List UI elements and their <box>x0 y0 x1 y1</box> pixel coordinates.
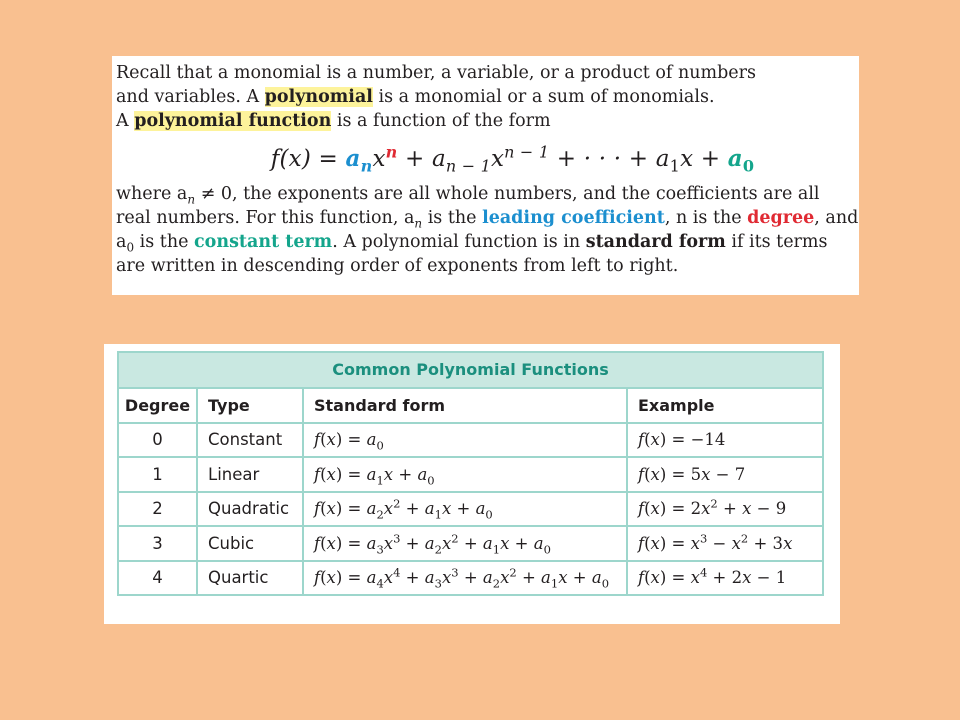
degree-cell: 2 <box>118 492 197 527</box>
standard-form-cell: $f(x) = a_3x^3 + a_2x^2 + a_1x + a_0$ <box>303 526 627 561</box>
degree-cell: 4 <box>118 561 197 596</box>
table-row <box>118 423 823 458</box>
standard-form-cell: $f(x) = a_0$ <box>303 423 627 458</box>
standard-form-cell: $f(x) = a_1x + a_0$ <box>303 457 627 492</box>
definition-line-1: where $a_n \ne 0$, the exponents are all whole numbers, and the coefficients are all <box>116 184 820 207</box>
example-cell: $f(x) = 2x^2 + x - 9$ <box>627 492 823 527</box>
intro-line-2: and variables. A polynomial is a monomial or a sum of monomials. <box>116 87 715 107</box>
polynomial-table-panel <box>104 344 840 624</box>
polynomial-formula: $f(x) = a_nx^n + a_{n - 1}x^{n - 1}$ + · · · + $a_1x + a_0$ <box>270 142 755 176</box>
definition-text-panel <box>112 56 859 295</box>
example-cell: $f(x) = x^4 + 2x - 1$ <box>627 561 823 596</box>
standard-form-cell: $f(x) = a_4x^4 + a_3x^3 + a_2x^2 + a_1x + a_0$ <box>303 561 627 596</box>
table-row <box>118 526 823 561</box>
header-degree: Degree <box>118 388 197 423</box>
type-cell: Quartic <box>197 561 303 596</box>
common-polynomial-functions-table <box>117 351 824 596</box>
header-type: Type <box>197 388 303 423</box>
table-row <box>118 561 823 596</box>
example-cell: f(x) = −14 <box>627 423 823 458</box>
example-cell: $f(x) = x^3 - x^2 + 3x$ <box>627 526 823 561</box>
term-constant-term: constant term <box>194 232 333 252</box>
degree-cell: 0 <box>118 423 197 458</box>
term-leading-coefficient: leading coefficient <box>482 208 665 228</box>
definition-line-4: are written in descending order of exponents from left to right. <box>116 256 679 276</box>
table-title: Common Polynomial Functions <box>117 351 824 387</box>
table-header-row <box>118 388 823 423</box>
degree-cell: 1 <box>118 457 197 492</box>
header-example: Example <box>627 388 823 423</box>
type-cell: Quadratic <box>197 492 303 527</box>
definition-line-3: $a_0$ is the constant term. A polynomial function is in standard form if its terms <box>116 232 828 255</box>
intro-line-1: Recall that a monomial is a number, a variable, or a product of numbers <box>116 63 757 83</box>
term-polynomial: polynomial <box>264 87 373 107</box>
degree-cell: 3 <box>118 526 197 561</box>
standard-form-cell: $f(x) = a_2x^2 + a_1x + a_0$ <box>303 492 627 527</box>
term-degree: degree <box>747 208 815 228</box>
type-cell: Cubic <box>197 526 303 561</box>
definition-line-2: real numbers. For this function, $a_n$ is the leading coefficient, n is the degree, and <box>116 208 859 231</box>
intro-line-3: A polynomial function is a function of the form <box>116 111 551 131</box>
type-cell: Constant <box>197 423 303 458</box>
table-row <box>118 492 823 527</box>
example-cell: f(x) = 5x − 7 <box>627 457 823 492</box>
table-row <box>118 457 823 492</box>
term-standard-form: standard form <box>585 232 726 252</box>
type-cell: Linear <box>197 457 303 492</box>
term-polynomial-function: polynomial function <box>134 111 332 131</box>
header-standard-form: Standard form <box>303 388 627 423</box>
